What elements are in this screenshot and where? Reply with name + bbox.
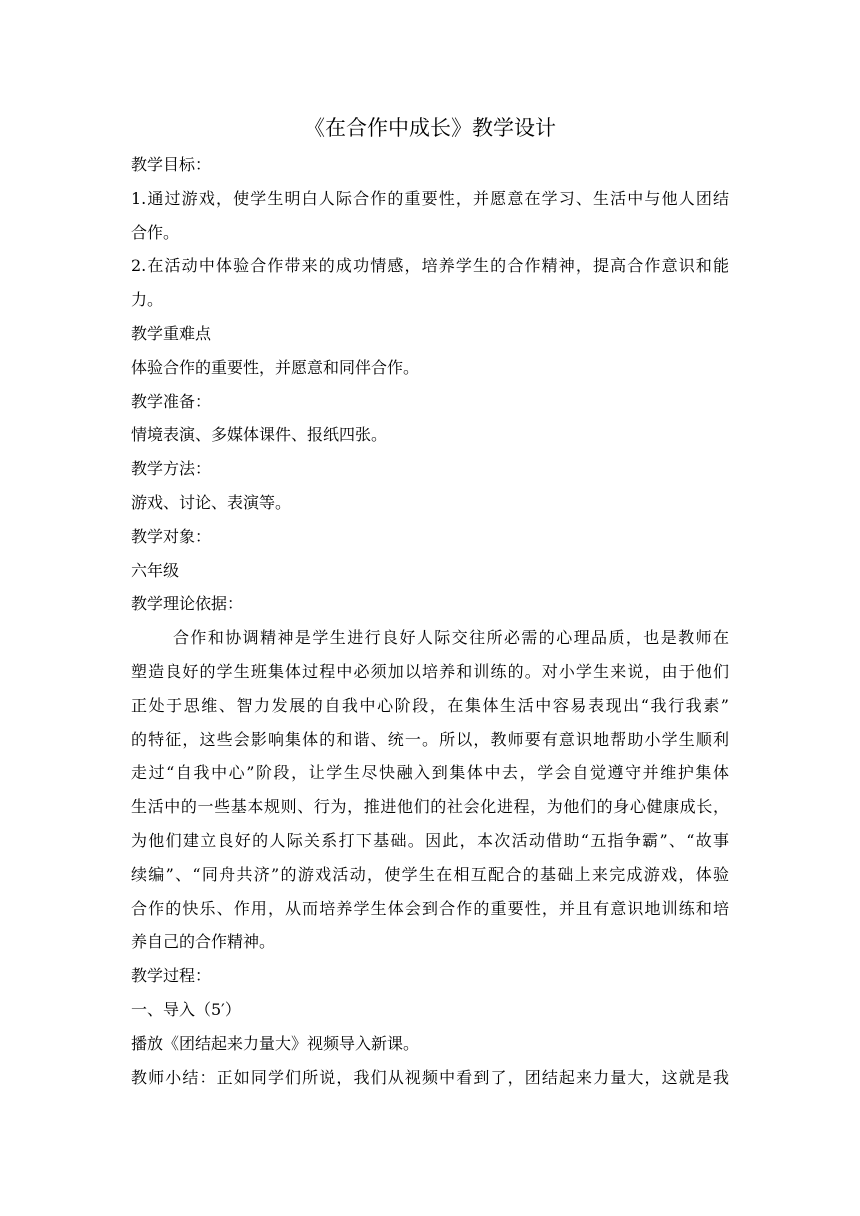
theory-line: 养自己的合作精神。 bbox=[131, 932, 276, 951]
key-points-text: 体验合作的重要性，并愿意和同伴合作。 bbox=[131, 358, 420, 377]
preparation-heading: 教学准备： bbox=[131, 392, 212, 411]
theory-line: 走过“自我中心”阶段，让学生尽快融入到集体中去，学会自觉遵守并维护集体 bbox=[131, 763, 729, 782]
theory-line: 生活中的一些基本规则、行为，推进他们的社会化进程，为他们的身心健康成长， bbox=[131, 797, 729, 816]
step-1-content: 播放《团结起来力量大》视频导入新课。 bbox=[131, 1034, 420, 1053]
theory-line: 合作和协调精神是学生进行良好人际交往所必需的心理品质，也是教师在 bbox=[173, 628, 729, 647]
theory-heading: 教学理论依据： bbox=[131, 594, 244, 613]
audience-heading: 教学对象： bbox=[131, 527, 212, 546]
objective-1-line-1: 1.通过游戏，使学生明白人际合作的重要性，并愿意在学习、生活中与他人团结 bbox=[131, 189, 729, 208]
key-points-heading: 教学重难点 bbox=[131, 324, 212, 343]
objective-1-line-2: 合作。 bbox=[131, 223, 180, 242]
objectives-heading: 教学目标： bbox=[131, 155, 212, 174]
preparation-text: 情境表演、多媒体课件、报纸四张。 bbox=[131, 425, 388, 444]
methods-text: 游戏、讨论、表演等。 bbox=[131, 493, 292, 512]
document-title: 《在合作中成长》教学设计 bbox=[304, 116, 556, 140]
audience-text: 六年级 bbox=[131, 561, 180, 580]
theory-line: 续编”、“同舟共济”的游戏活动，使学生在相互配合的基础上来完成游戏，体验 bbox=[131, 865, 729, 884]
teacher-summary: 教师小结：正如同学们所说，我们从视频中看到了，团结起来力量大，这就是我 bbox=[131, 1068, 729, 1087]
theory-line: 合作的快乐、作用，从而培养学生体会到合作的重要性，并且有意识地训练和培 bbox=[131, 899, 729, 918]
objective-2-line-1: 2.在活动中体验合作带来的成功情感，培养学生的合作精神，提高合作意识和能 bbox=[131, 256, 729, 275]
theory-line: 的特征，这些会影响集体的和谐、统一。所以，教师要有意识地帮助小学生顺利 bbox=[131, 730, 729, 749]
theory-line: 正处于思维、智力发展的自我中心阶段，在集体生活中容易表现出“我行我素” bbox=[131, 696, 729, 715]
theory-line: 塑造良好的学生班集体过程中必须加以培养和训练的。对小学生来说，由于他们 bbox=[131, 662, 729, 681]
objective-2-line-2: 力。 bbox=[131, 290, 164, 309]
process-heading: 教学过程： bbox=[131, 966, 212, 985]
methods-heading: 教学方法： bbox=[131, 459, 212, 478]
theory-line: 为他们建立良好的人际关系打下基础。因此，本次活动借助“五指争霸”、“故事 bbox=[131, 831, 729, 850]
step-1-heading: 一、导入（5′） bbox=[131, 1000, 241, 1019]
